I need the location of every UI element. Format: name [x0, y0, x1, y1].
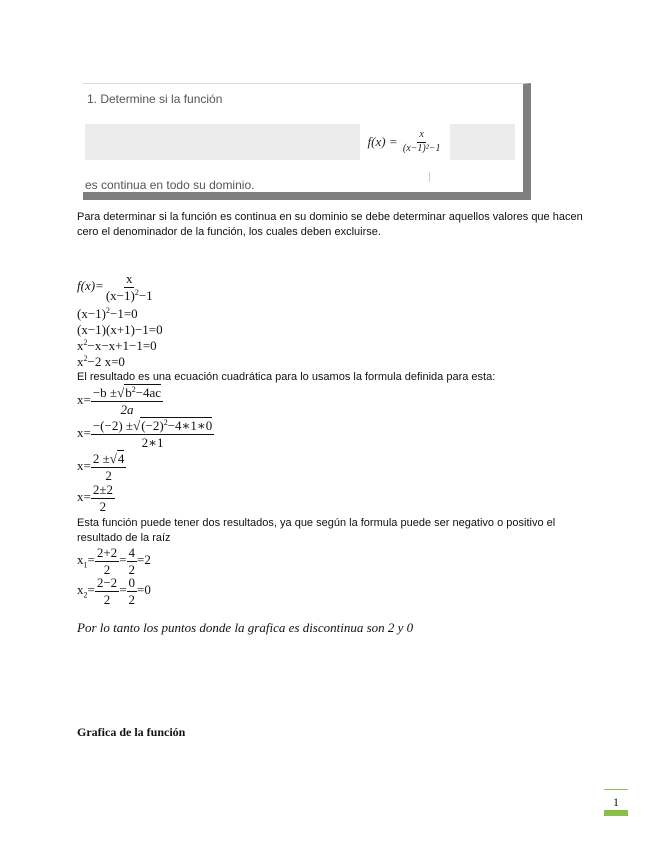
result-x2: $x_2=$ $\frac{2-2}{2}$ = $\frac{0}{2}$ =0 — [77, 575, 151, 607]
cursor-mark — [429, 172, 430, 182]
section-heading: Grafica de la función — [77, 725, 186, 739]
embedded-question-image — [83, 83, 531, 200]
sqrt-icon: √ — [117, 385, 125, 400]
result-x1: $x_1=$ $\frac{2+2}{2}$ = $\frac{4}{2}$ =2 — [77, 545, 151, 577]
equation-step-2: (x−1)(x+1)−1=0 — [77, 322, 163, 337]
quadratic-substituted: x= $\frac{-(-2) \pm√(-2)^2-4∗1∗0}{2∗1}$ — [77, 418, 213, 450]
question-text: 1. Determine si la función — [87, 92, 223, 106]
page-number-box — [604, 789, 628, 816]
sqrt-icon: √ — [109, 451, 117, 466]
quadratic-simplified: x= $\frac{2 \pm√4}{2}$ — [77, 451, 125, 483]
quadratic-intro: El resultado es una ecuación cuadrática para lo usamos la formula definida para esta: — [77, 371, 496, 383]
question-equation: f(x) = $\frac{x}{\text{(x−1)²−1}}$ — [360, 124, 450, 160]
equation-band — [85, 124, 515, 160]
intro-paragraph: Para determinar si la función es continua en su dominio se debe determinar aquellos valores que hacen cero el denominador de la función, los cuales deben excluirse. — [77, 211, 583, 238]
function-equation: f(x)= $\frac{x}{(x-1)^2-1}$ — [77, 271, 153, 303]
equation-step-1: $(x-1)^2-1=0$ — [77, 306, 138, 321]
quadratic-formula: x= $\frac{-b \pm√b^2-4ac}{2a}$ — [77, 385, 162, 417]
quadratic-final: x= $\frac{2\pm 2}{2}$ — [77, 482, 113, 514]
equation-step-3: $x^2-x-x+1-1=0$ — [77, 338, 157, 353]
page-number: 1 — [613, 795, 619, 809]
page-number-accent — [604, 810, 628, 816]
conclusion: Por lo tanto los puntos donde la grafica es discontinua son 2 y 0 — [77, 620, 414, 635]
results-paragraph: Esta función puede tener dos resultados, ya que según la formula puede ser negativo o positivo el resultado de la raíz — [77, 517, 556, 544]
question-footer: es continua en todo su dominio. — [85, 178, 255, 192]
sqrt-icon: √ — [133, 418, 141, 433]
equation-step-4: $x^2-2$ x=0 — [77, 354, 125, 369]
